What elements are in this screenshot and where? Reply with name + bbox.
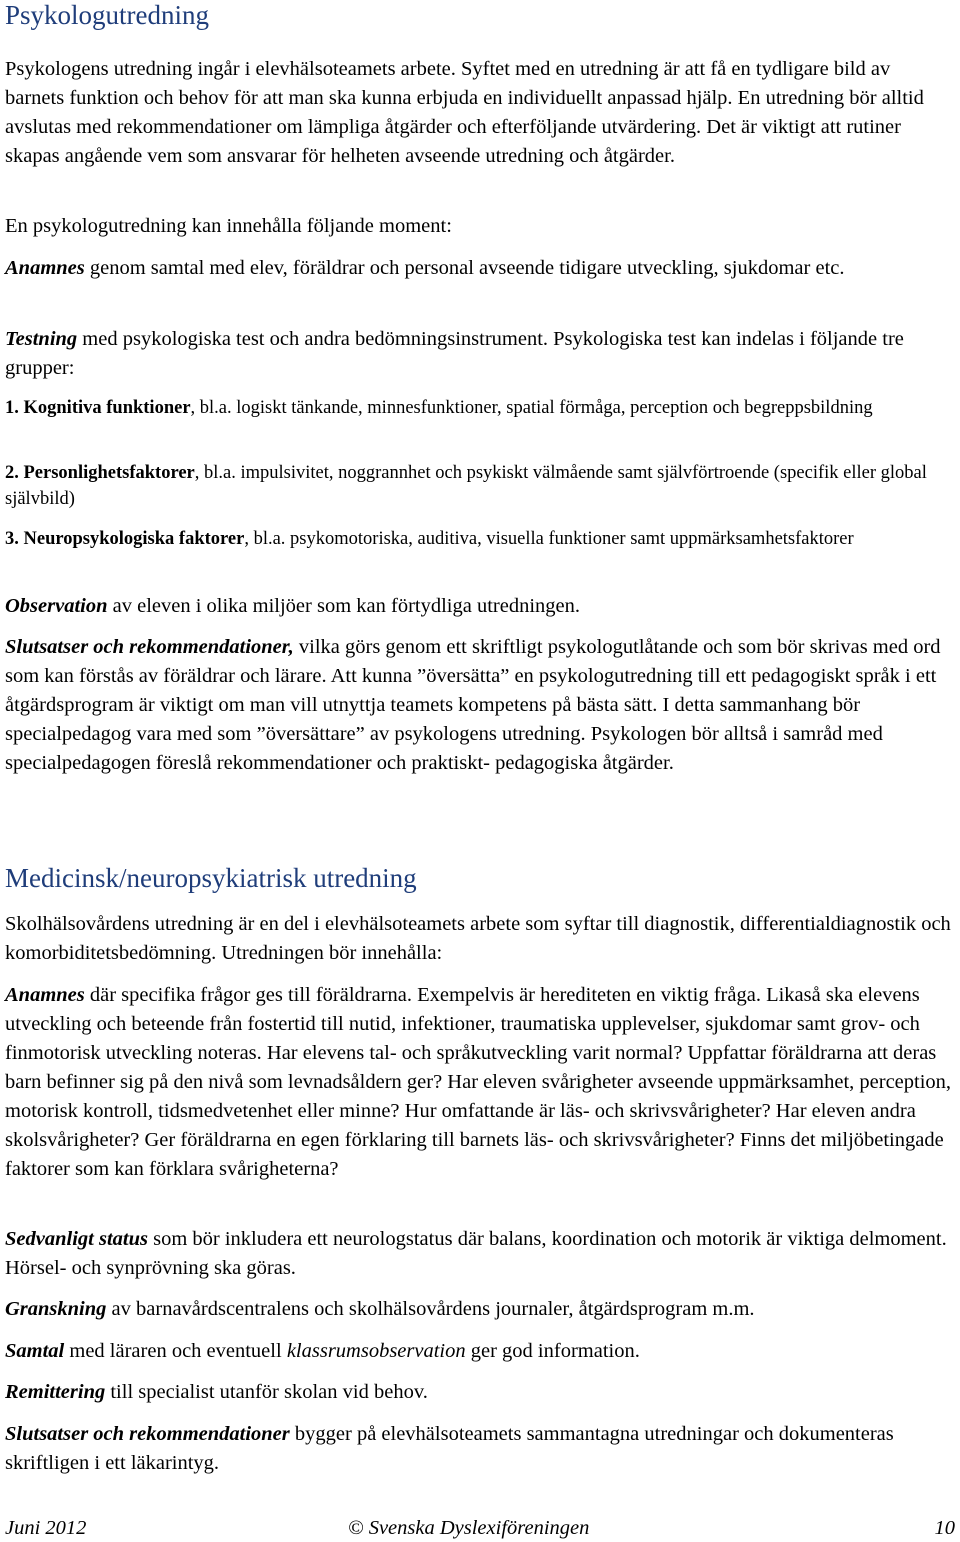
section-title-psykologutredning: Psykologutredning (5, 0, 210, 30)
samtal-text-after: ger god information. (465, 1340, 640, 1362)
paragraph-testning (5, 325, 953, 383)
paragraph-moments-intro (5, 212, 953, 241)
slutsatser-2-text: bygger på elevhälsoteamets sammantagna utredningar och dokumenteras skriftligen i ett läkarintyg. (5, 1423, 894, 1474)
moments-intro-text: En psykologutredning kan innehålla följande moment: (5, 215, 452, 237)
remittering-term: Remittering (5, 1381, 106, 1403)
footer-organization: © Svenska Dyslexiföreningen (348, 1517, 590, 1539)
paragraph-remittering (5, 1378, 953, 1407)
paragraph-skolhalsovard-intro (5, 910, 953, 968)
paragraph-granskning (5, 1295, 953, 1324)
granskning-term: Granskning (5, 1298, 107, 1320)
paragraph-anamnes-2 (5, 981, 953, 1184)
anamnes-term: Anamnes (5, 257, 85, 279)
observation-text: av eleven i olika miljöer som kan förtydliga utredningen. (107, 595, 581, 617)
slutsatser-1-text: vilka görs genom ett skriftligt psykologutlåtande och som bör skrivas med ord som kan förstås av föräldrar och lärare. Att kunna ”översätta” en psykologutredning till ett pedagogiskt språk i ett åtgärdsprogram är viktigt om man vill utnyttja teamets kompetens på bästa sätt. I detta sammanhang bör specialpedagog vara med som ”översättare” av psykologens utredning. Psykologen bör alltså i samråd med specialpedagogen föreslå rekommendationer och praktiskt- pedagogiska åtgärder. (5, 636, 941, 774)
paragraph-observation (5, 592, 953, 621)
samtal-italic: klassrumsobservation (286, 1340, 466, 1362)
group-3-term: 3. Neuropsykologiska faktorer (5, 529, 245, 549)
samtal-term: Samtal (5, 1340, 65, 1362)
slutsatser-1-term: Slutsatser och rekommendationer, (5, 636, 294, 658)
anamnes-2-term: Anamnes (5, 984, 85, 1006)
group-1-term: 1. Kognitiva funktioner (5, 398, 191, 418)
list-item-kognitiva (5, 395, 953, 421)
list-item-personlighet (5, 460, 953, 512)
paragraph-status (5, 1225, 953, 1283)
footer-date: Juni 2012 (5, 1517, 87, 1539)
paragraph-samtal (5, 1337, 953, 1366)
group-3-text: , bl.a. psykomotoriska, auditiva, visuella funktioner samt uppmärksamhetsfaktorer (244, 529, 854, 549)
paragraph-intro (5, 55, 953, 171)
intro-text: Psykologens utredning ingår i elevhälsoteamets arbete. Syftet med en utredning är att få en tydligare bild av barnets funktion och behov för att man ska kunna erbjuda en individuellt anpassad hjälp. En utredning bör alltid avslutas med rekommendationer om lämpliga åtgärder och efterföljande utvärdering. Det är viktigt att rutiner skapas angående vem som ansvarar för helheten avseende utredning och åtgärder. (5, 58, 924, 167)
anamnes-2-text: där specifika frågor ges till föräldrarna. Exempelvis är herediteten en viktig fråga. Likaså ska elevens utveckling och beteende från fostertid till nutid, infektioner, traumatiska upplevelser, sjukdomar samt grov- och finmotorisk utveckling noteras. Har elevens tal- och språkutveckling varit normal? Uppfattar föräldrarna att deras barn befinner sig på den nivå som levnadsåldern ger? Har eleven svårigheter avseende uppmärksamhet, perception, motorisk kontroll, tidsmedvetenhet eller minne? Hur omfattande är läs- och skrivsvårigheter? Har eleven andra skolsvårigheter? Ger föräldrarna en egen förklaring till barnets läs- och skrivsvårigheter? Finns det miljöbetingade faktorer som kan förklara svårigheterna? (5, 984, 952, 1180)
paragraph-slutsatser-2 (5, 1420, 953, 1478)
status-text: som bör inkludera ett neurologstatus där balans, koordination och motorik är viktiga delmoment. Hörsel- och synprövning ska göras. (5, 1228, 947, 1279)
samtal-text-before: med läraren och eventuell (64, 1340, 287, 1362)
testning-text: med psykologiska test och andra bedömningsinstrument. Psykologiska test kan indelas i följande tre grupper: (5, 328, 904, 379)
footer-page-number: 10 (934, 1517, 955, 1539)
group-1-text: , bl.a. logiskt tänkande, minnesfunktioner, spatial förmåga, perception och begreppsbildning (190, 398, 873, 418)
list-item-neuropsykologiska (5, 526, 953, 552)
section-title-medicinsk: Medicinsk/neuropsykiatrisk utredning (5, 863, 417, 893)
status-term: Sedvanligt status (5, 1228, 148, 1250)
paragraph-anamnes (5, 254, 953, 283)
remittering-text: till specialist utanför skolan vid behov. (105, 1381, 428, 1403)
slutsatser-2-term: Slutsatser och rekommendationer (5, 1423, 290, 1445)
skolhalsovard-intro-text: Skolhälsovårdens utredning är en del i elevhälsoteamets arbete som syftar till diagnostik, differentialdiagnostik och komorbiditetsbedömning. Utredningen bör innehålla: (5, 913, 951, 964)
paragraph-slutsatser-1 (5, 633, 953, 778)
page-footer (5, 1514, 955, 1542)
testning-term: Testning (5, 328, 78, 350)
group-2-term: 2. Personlighetsfaktorer (5, 463, 195, 483)
granskning-text: av barnavårdscentralens och skolhälsovårdens journaler, åtgärdsprogram m.m. (106, 1298, 755, 1320)
observation-term: Observation (5, 595, 108, 617)
anamnes-text: genom samtal med elev, föräldrar och personal avseende tidigare utveckling, sjukdomar etc. (84, 257, 845, 279)
group-2-text: , bl.a. impulsivitet, noggrannhet och psykiskt välmående samt självförtroende (specifik eller global självbild) (5, 463, 927, 509)
